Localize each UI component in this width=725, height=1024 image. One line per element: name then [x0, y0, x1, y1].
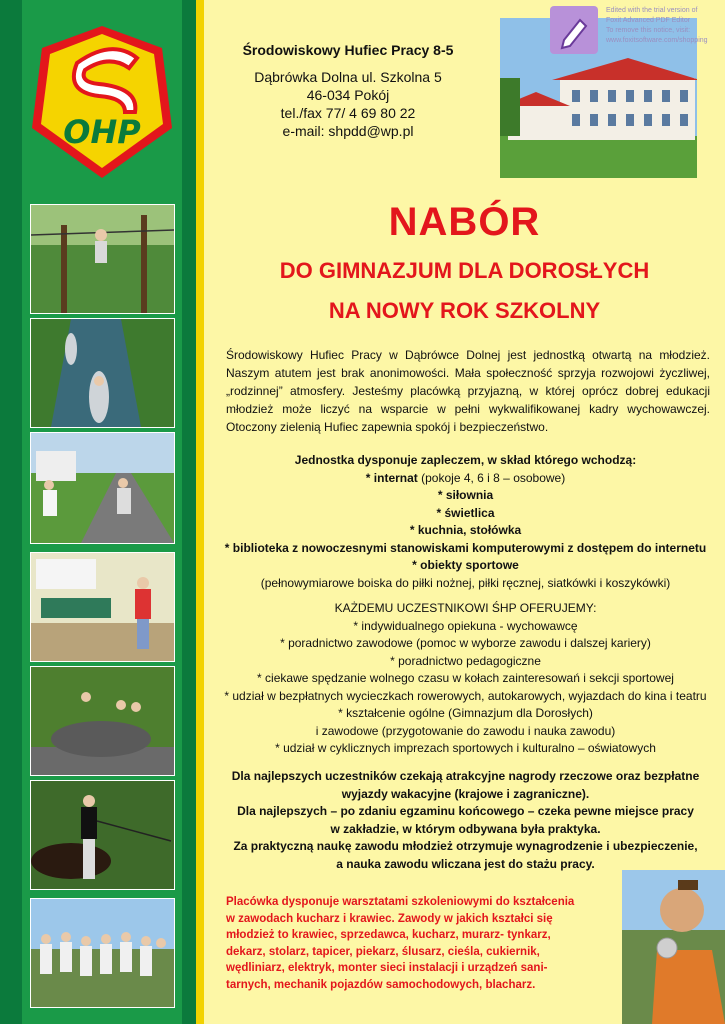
- awards-line: a nauka zawodu wliczana jest do stażu pracy.: [336, 856, 595, 871]
- offer-item: * poradnictwo pedagogiczne: [390, 653, 541, 668]
- workshops-line: w zawodach kucharz i krawiec. Zawody w jakich kształci się: [226, 912, 553, 925]
- watermark-line1: Edited with the trial version of: [606, 7, 698, 14]
- facility-internet-note: (pokoje 4, 6 i 8 – osobowe): [417, 470, 566, 485]
- awards-line: w zakładzie, w którym odbywana była praktyka.: [330, 821, 601, 836]
- email: e-mail: shpdd@wp.pl: [282, 123, 414, 139]
- intro-paragraph: Środowiskowy Hufiec Pracy w Dąbrówce Dolnej jest jednostką otwartą na młodzież. Naszym atutem jest brak anonimowości. Mała społeczność sprzyja rozwojowi życzliwej, „rodzinnej” atmosfery. Jesteśmy placówką przyjazną, w której oprócz dobrej edukacji młodzież może liczyć na wsparcie w pełni wykwalifikowanej kadry wychowawczej. Otoczony zielenią Hufiec zapewnia spokój i bezpieczeństwo.: [226, 348, 710, 434]
- facility-internet: [206, 470, 725, 488]
- offer-section: [206, 600, 725, 758]
- awards-line: wyjazdy wakacyjne (krajowe i zagraniczne).: [341, 786, 590, 801]
- title-rok-szkolny: NA NOWY ROK SZKOLNY: [328, 298, 601, 323]
- title-gimnazjum: DO GIMNAZJUM DLA DOROSŁYCH: [279, 258, 650, 283]
- logo-text: OHP: [63, 113, 141, 151]
- title-nabor: NABÓR: [388, 200, 541, 244]
- offer-item: * kształcenie ogólne (Gimnazjum dla Dorosłych): [338, 706, 593, 720]
- pencil-icon: [550, 6, 598, 54]
- watermark-line3: To remove this notice, visit:: [606, 27, 691, 34]
- address-line2: 46-034 Pokój: [306, 87, 390, 103]
- workshops-line: Placówka dysponuje warsztatami szkoleniowymi do kształcenia: [226, 896, 575, 908]
- workshops-line: tarnych, mechanik pojazdów samochodowych, blacharz.: [226, 978, 536, 991]
- offer-item: * udział w cyklicznych imprezach sportowych i kulturalno – oświatowych: [275, 741, 656, 755]
- awards-line: Dla najlepszych – po zdaniu egzaminu końcowego – czeka pewne miejsce pracy: [237, 804, 694, 818]
- offer-item: * indywidualnego opiekuna - wychowawcę: [353, 618, 578, 633]
- facility-item: * kuchnia, stołówka: [409, 523, 522, 537]
- photo-kayaks: [30, 318, 175, 428]
- offer-item: * udział w bezpłatnych wycieczkach rowerowych, autokarowych, wyjazdach do kina i teatru: [224, 688, 707, 703]
- awards-line: Za praktyczną naukę zawodu młodzież otrzymuje wynagrodzenie i ubezpieczenie,: [233, 839, 698, 853]
- photo-gym: [30, 552, 175, 662]
- phone: tel./fax 77/ 4 69 80 22: [280, 105, 416, 121]
- facility-item: * biblioteka z nowoczesnymi stanowiskami komputerowymi z dostępem do internetu: [224, 540, 707, 555]
- photo-monument: [30, 666, 175, 776]
- watermark-line4: www.foxitsoftware.com/shopping: [606, 37, 708, 44]
- watermark-text: [606, 6, 722, 46]
- facilities-heading: Jednostka dysponuje zapleczem, w skład którego wchodzą:: [294, 453, 637, 467]
- offer-heading: KAŻDEMU UCZESTNIKOWI ŚHP OFERUJEMY:: [334, 601, 597, 615]
- workshops-line: wędliniarz, elektryk, monter sieci instalacji i urządzeń sani-: [226, 962, 548, 974]
- photo-group: [30, 898, 175, 1008]
- awards-line: Dla najlepszych uczestników czekają atrakcyjne nagrody rzeczowe oraz bezpłatne: [231, 769, 700, 783]
- photo-walking: [30, 432, 175, 544]
- offer-item: i zawodowe (przygotowanie do zawodu i nauka zawodu): [315, 723, 616, 738]
- sports-note: (pełnowymiarowe boiska do piłki nożnej, piłki ręcznej, siatkówki i koszykówki): [260, 575, 671, 590]
- photo-ropes-course: [30, 204, 175, 314]
- offer-item: * ciekawe spędzanie wolnego czasu w kołach zainteresowań i sekcji sportowej: [257, 671, 674, 685]
- watermark-line2: Foxit Advanced PDF Editor: [606, 17, 691, 24]
- header-contact: [218, 42, 478, 140]
- photo-horse: [30, 780, 175, 890]
- workshops-line: młodzież to krawiec, sprzedawca, kucharz, murarz- tynkarz,: [226, 929, 551, 941]
- awards-section: [206, 768, 725, 873]
- facility-item: * świetlica: [436, 505, 495, 520]
- yellow-stripe: [196, 0, 204, 1024]
- facility-item: * obiekty sportowe: [412, 558, 519, 572]
- facility-internet-label: * internat: [365, 470, 418, 485]
- facilities-section: [206, 452, 725, 592]
- address-line1: Dąbrówka Dolna ul. Szkolna 5: [254, 69, 442, 85]
- facility-item: * siłownia: [437, 488, 494, 502]
- ohp-logo: [22, 18, 182, 183]
- photo-boy-medal: [622, 870, 725, 1024]
- org-name: Środowiskowy Hufiec Pracy 8-5: [242, 42, 454, 58]
- workshops-line: dekarz, stolarz, tapicer, piekarz, ślusarz, cieśla, cukiernik,: [226, 945, 540, 958]
- workshops-section: [226, 894, 621, 993]
- offer-item: * poradnictwo zawodowe (pomoc w wyborze zawodu i dalszej kariery): [280, 636, 651, 650]
